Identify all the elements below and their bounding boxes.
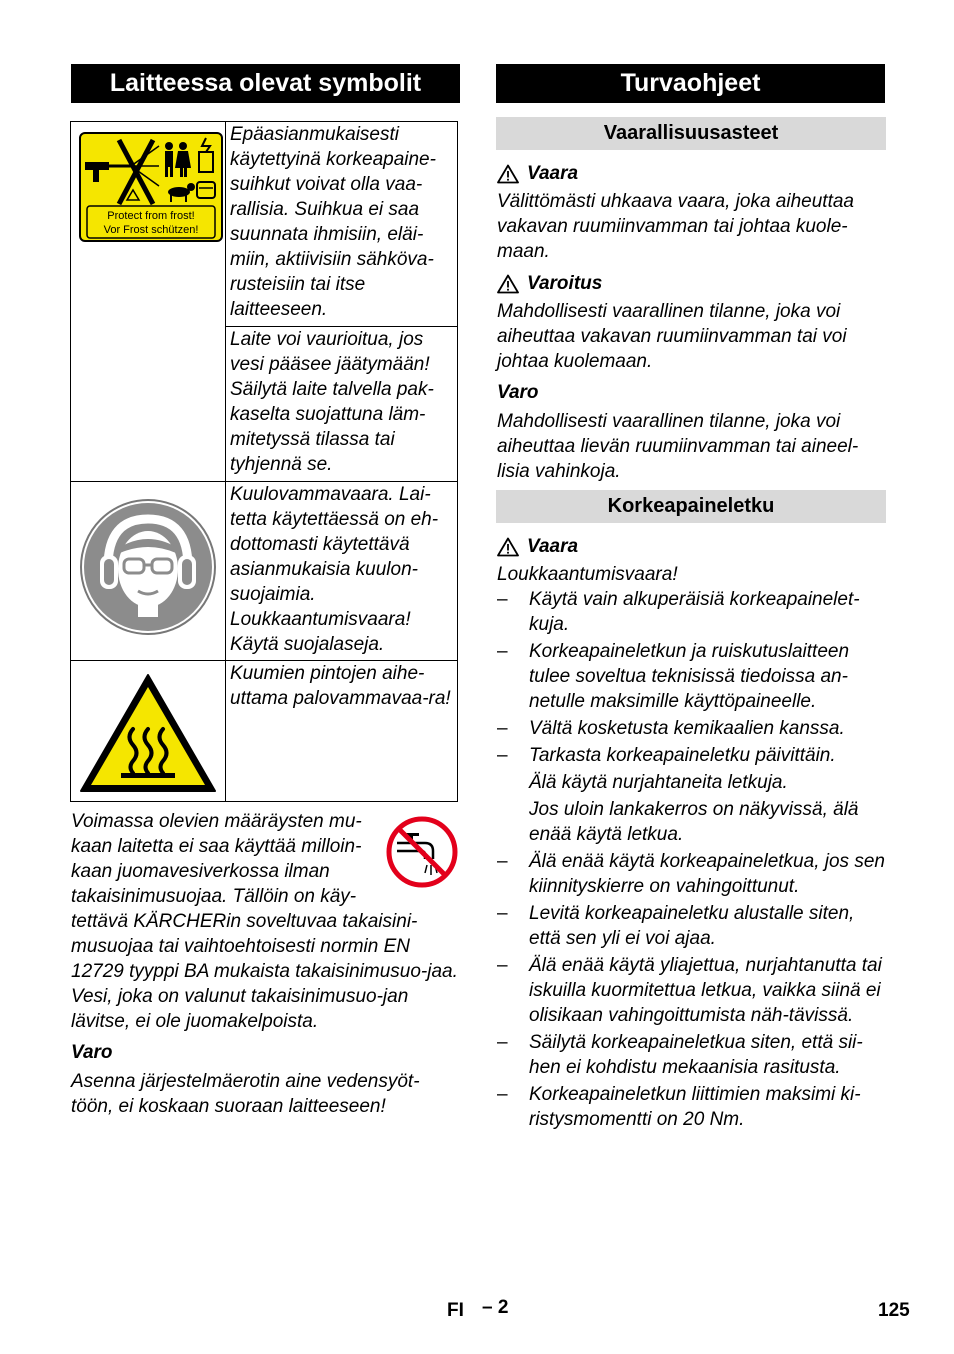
left-section-title: Laitteessa olevat symbolit [71,64,460,103]
warning-triangle-icon [497,537,519,557]
pressure-washer-warning-icon [79,132,223,242]
varo-label: Varo [497,382,539,403]
symbol-cell [71,661,226,802]
high-pressure-warning-text: Epäasianmukaisesti käytettyinä korkeapaine-suihkut voivat olla vaa-rallisia. Suihkua ei saa suunnata ihmisiin, eläi-miin, aktiivisiin sähköva-rusteisiin tai itse laitteeseen. [230,124,436,320]
drinking-water-text: Voimassa olevien määräysten mu-kaan laitetta ei saa käyttää milloin-kaan juomavesiverkossa ilman takaisinimusuojaa. Tällöin on käy-tettävä KÄRCHERin soveltuvaa takaisini-musuojaa tai vaihtoehtoisesti normin EN 12729 tyyppi BA mukaista takaisinimusuo-jaa. Vesi, joka on valunut takaisinimusuo-jan lävitse, ei ole juomakelpoista. [71,811,458,1032]
varoitus-label: Varoitus [527,273,603,294]
list-item: – Levitä korkeapaineletku alustalle siten, että sen yli ei voi ajaa. [497,901,885,951]
symbol-cell [71,122,226,482]
page-number: 125 [878,1300,910,1321]
frost-text-de: Vor Frost schützen! [103,224,199,236]
footer-language: FI [447,1300,464,1321]
warning-triangle-icon [497,274,519,294]
hose-vaara-label: Vaara [527,536,579,557]
symbol-text-cell [226,327,458,482]
list-subitem: Älä käytä nurjahtaneita letkuja. [529,772,788,793]
symbol-text-cell [226,122,458,327]
symbol-cell [71,482,226,661]
varo-text: Mahdollisesti vaarallinen tilanne, joka voi aiheuttaa lievän ruumiinvamman tai aineel-lisia vahinkoja. [497,411,859,482]
symbols-table [70,121,458,802]
hot-surface-warning-icon [77,671,219,795]
list-item: – Korkeapaineletkun ja ruiskutuslaitteen tulee soveltua teknisissä tiedoissa an-netulle maksimille käyttöpaineelle. [497,639,885,714]
hose-heading: Korkeapaineletku [496,490,886,523]
list-item: – Korkeapaineletkun liittimien maksimi ki-ristysmomentti on 20 Nm. [497,1082,885,1132]
warning-triangle-icon [497,164,519,184]
list-item: – Tarkasta korkeapaineletku päivittäin. [497,743,885,768]
symbol-text-cell [226,482,458,661]
hazard-levels-heading: Vaarallisuusasteet [496,117,886,150]
hazard-levels [497,161,885,484]
hose-intro: Loukkaantumisvaara! [497,564,678,585]
list-item: – Käytä vain alkuperäisiä korkeapainelet-kuja. [497,587,885,637]
hearing-protection-text: Kuulovammavaara. Lai-tetta käytettäessä on eh-dottomasti käytettävä asianmukaisia kuulon-suojaimia. Loukkaantumisvaara! Käytä suojalaseja. [230,484,439,655]
footer-sub-page: – 2 [482,1297,509,1318]
hose-list [497,587,885,1132]
vaara-label: Vaara [527,163,579,184]
varoitus-text: Mahdollisesti vaarallinen tilanne, joka voi aiheuttaa vakavan ruumiinvamman tai voi johtaa kuolemaan. [497,301,847,372]
list-item: – Vältä kosketusta kemikaalien kanssa. [497,716,885,741]
vaara-text: Välittömästi uhkaava vaara, joka aiheuttaa vakavan ruumiinvamman tai johtaa kuole-maan. [497,191,854,262]
symbol-text-cell [226,661,458,802]
hot-surface-text: Kuumien pintojen aihe-uttama palovammavaa-ra! [230,663,451,709]
left-varo-label: Varo [71,1042,113,1063]
right-section-title: Turvaohjeet [496,64,885,103]
list-item: – Älä enää käytä yliajettua, nurjahtanutta tai iskuilla kuormitettua letkua, vaikka siinä ei olisikaan vahingoittumista näh-tävissä. [497,953,885,1028]
frost-text-fi: Protect from frost! [107,210,195,222]
list-item: – Säilytä korkeapaineletkua siten, että sii-hen ei kohdistu mekaanisia rasitusta. [497,1030,885,1080]
hose-section [497,534,885,1134]
frost-warning-text: Laite voi vaurioitua, jos vesi pääsee jäätymään! Säilytä laite talvella pak-kaselta suojattuna läm-mitetyssä tilassa tai tyhjennä se. [230,329,434,475]
left-varo-text: Asenna järjestelmäerotin aine vedensyöt-töön, ei koskaan suoraan laitteeseen! [71,1071,420,1117]
list-subitem: Jos uloin lankakerros on näkyvissä, älä enää käytä letkua. [529,799,859,845]
ear-eye-protection-icon [78,497,218,637]
list-item: – Älä enää käytä korkeapaineletkua, jos sen kiinnityskierre on vahingoittunut. [497,849,885,899]
